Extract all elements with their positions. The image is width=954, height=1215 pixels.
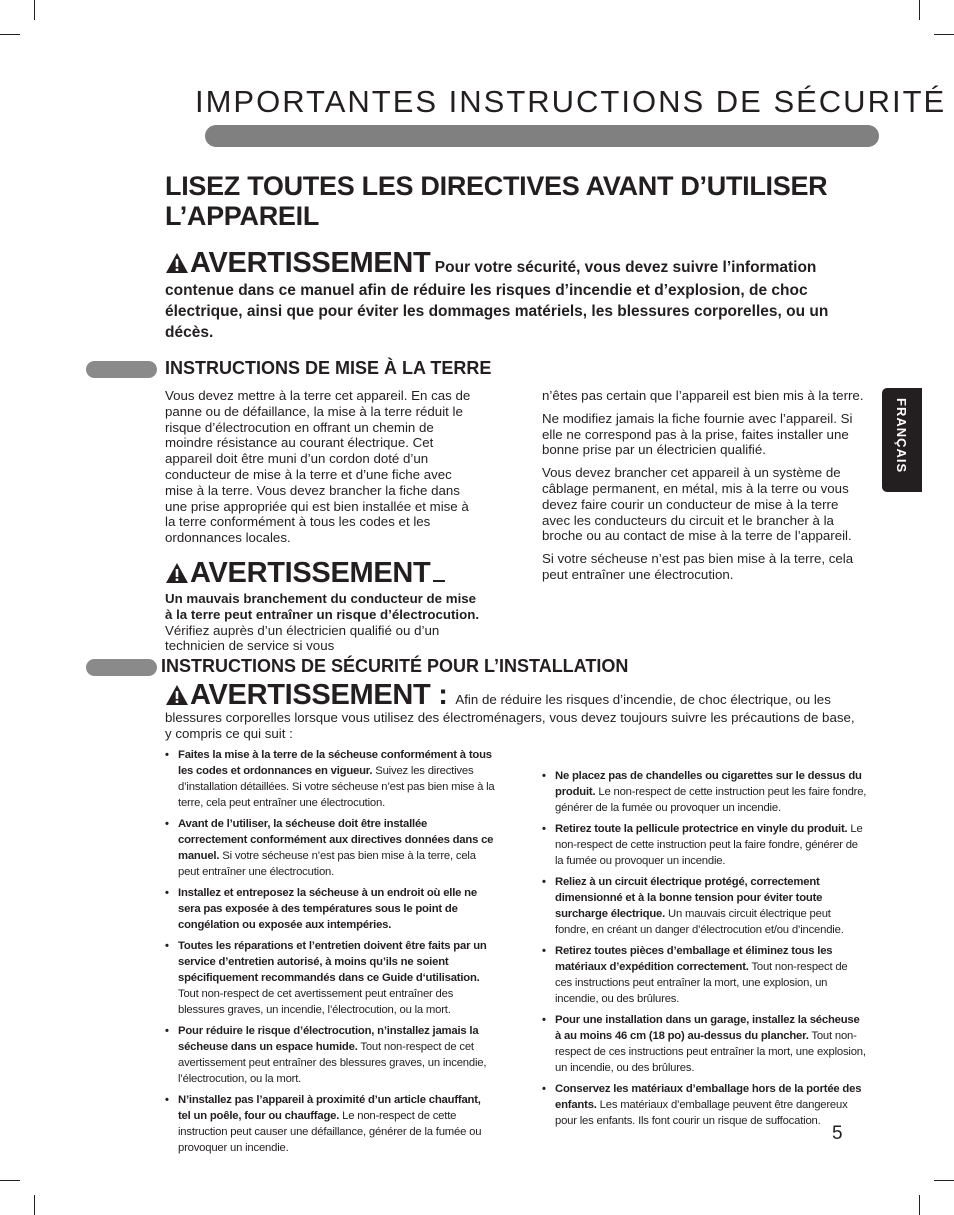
crop-mark <box>934 1180 954 1181</box>
list-item: • Avant de l’utiliser, la sécheuse doit être installée correctement conformément aux directives données dans ce manuel. Si votre sécheuse n’est pas bien mise à la terre, cela peut entraîner une électrocution. <box>165 816 495 880</box>
list-item: • Toutes les réparations et l’entretien doivent être faits par un service d’entretien autorisé, à moins qu’ils ne soient spécifiquement recommandés dans ce Guide d‘utilisation. Tout non-respect de cet avertissement peut entraîner des blessures graves, un incendie, l’électrocution, ou la mort. <box>165 938 495 1018</box>
crop-mark <box>919 1195 920 1215</box>
language-tab[interactable] <box>882 388 922 492</box>
section-marker-pill <box>86 659 157 676</box>
warning-triangle-icon <box>165 562 189 589</box>
grounding-paragraph: Ne modifiez jamais la fiche fournie avec l’appareil. Si elle ne correspond pas à la prise, faites installer une bonne prise par un électricien qualifié. <box>542 410 853 458</box>
crop-mark <box>0 34 20 35</box>
warning-colon: : <box>430 679 456 711</box>
grounding-paragraph: Vous devez brancher cet appareil à un système de câblage permanent, en métal, mis à la terre ou vous devez faire courir un conducteur de mise à la terre avec les conducteurs du circuit et le brancher à la broche ou au contact de mise à la terre de l’appareil. <box>542 465 852 544</box>
crop-mark <box>34 0 35 20</box>
warning-underline <box>433 580 445 582</box>
crop-mark <box>934 34 954 35</box>
grounding-right-column <box>542 388 867 590</box>
warning-label: AVERTISSEMENT <box>190 679 431 711</box>
section-title-grounding: INSTRUCTIONS DE MISE À LA TERRE <box>165 358 492 378</box>
list-item: • Faites la mise à la terre de la sécheuse conformément à tous les codes et ordonnances en vigueur. Suivez les directives d’installation détaillées. Si votre sécheuse n’est pas bien mise à la terre, cela peut entraîner une électrocution. <box>165 747 495 811</box>
read-instructions-heading: LISEZ TOUTES LES DIRECTIVES AVANT D’UTILISER L’APPAREIL <box>165 171 828 231</box>
section-marker-pill <box>86 361 157 378</box>
grounding-paragraph: Vous devez mettre à la terre cet appareil. En cas de panne ou de défaillance, la mise à la terre réduit le risque d’électrocution en offrant un chemin de moindre résistance au courant électrique. Cet appareil doit être muni d’un cordon doté d’un conducteur de mise à la terre et d’une fiche avec mise à la terre. Vous devez brancher la fiche dans une prise appropriée qui est bien installée et mise à la terre conformément à tous les codes et les ordonnances locales. <box>165 388 471 546</box>
warning-label: AVERTISSEMENT <box>190 557 431 589</box>
list-item: • Conservez les matériaux d’emballage hors de la portée des enfants. Les matériaux d’emballage peuvent être dangereux pour les enfants. Ils font courir un risque de suffocation. <box>542 1081 867 1129</box>
language-tab-label: FRANÇAIS <box>894 398 909 474</box>
list-item: • N’installez pas l’appareil à proximité d’un article chauffant, tel un poêle, four ou chauffage. Le non-respect de cette instruction peut causer une défaillance, générer de la fumée ou provoquer un incendie. <box>165 1092 495 1156</box>
list-item: • Retirez toute la pellicule protectrice en vinyle du produit. Le non-respect de cette instruction peut la faire fondre, générer de la fumée ou provoquer un incendie. <box>542 821 867 869</box>
grounding-left-column <box>165 388 477 553</box>
warning-3-text: Afin de réduire les risques d’incendie, de choc électrique, ou les blessures corporelles lorsque vous utilisez des électroménagers, vous devez toujours suivre les précautions de base, y compris ce qui suit : <box>165 692 855 741</box>
page-number: 5 <box>832 1123 843 1144</box>
crop-mark <box>0 1180 20 1181</box>
title-underline-bar <box>205 125 879 147</box>
crop-mark <box>919 0 920 20</box>
warning-triangle-icon <box>165 252 189 280</box>
installation-bullets-right <box>542 768 867 1134</box>
warning-block-3 <box>165 679 855 742</box>
grounding-paragraph: n’êtes pas certain que l’appareil est bien mis à la terre. <box>542 388 864 403</box>
warning-label: AVERTISSEMENT <box>190 247 431 279</box>
crop-mark <box>34 1195 35 1215</box>
warning-block-1 <box>165 247 845 343</box>
list-item: • Installez et entreposez la sécheuse à un endroit où elle ne sera pas exposée à des températures sous le point de congélation ou exposée aux intempéries. <box>165 885 495 933</box>
page-title: IMPORTANTES INSTRUCTIONS DE SÉCURITÉ <box>195 84 947 119</box>
list-item: • Reliez à un circuit électrique protégé, correctement dimensionné et à la bonne tension pour éviter toute surcharge électrique. Un mauvais circuit électrique peut fondre, en créant un danger d’électrocution et/ou d’incendie. <box>542 874 867 938</box>
list-item: • Ne placez pas de chandelles ou cigarettes sur le dessus du produit. Le non-respect de cette instruction peut les faire fondre, générer de la fumée ou provoquer un incendie. <box>542 768 867 816</box>
warning-2-bold: Un mauvais branchement du conducteur de mise à la terre peut entraîner un risque d’électrocution. <box>165 591 480 622</box>
list-item: • Retirez toutes pièces d’emballage et éliminez tous les matériaux d’expédition correctement. Tout non-respect de ces instructions peut entraîner la mort, une explosion, un incendie, ou des brûlures. <box>542 943 867 1007</box>
warning-triangle-icon <box>165 684 189 710</box>
list-item: • Pour réduire le risque d’électrocution, n’installez jamais la sécheuse dans un espace humide. Tout non-respect de cet avertissement peut entraîner des blessures graves, un incendie, l’électrocution, ou la mort. <box>165 1023 495 1087</box>
grounding-paragraph: Si votre sécheuse n’est pas bien mise à la terre, cela peut entraîner une électrocution. <box>542 551 854 582</box>
warning-1-text: Pour votre sécurité, vous devez suivre l’information contenue dans ce manuel afin de réduire les risques d’incendie et d’explosion, de choc électrique, ainsi que pour éviter les dommages matériels, les blessures corporelles, ou un décès. <box>165 259 829 341</box>
list-item: • Pour une installation dans un garage, installez la sécheuse à au moins 46 cm (18 po) au-dessus du plancher. Tout non-respect de ces instructions peut entraîner la mort, une explosion, un incendie, ou des brûlures. <box>542 1012 867 1076</box>
section-title-installation: INSTRUCTIONS DE SÉCURITÉ POUR L’INSTALLATION <box>161 656 629 676</box>
warning-2-text: Vérifiez auprès d’un électricien qualifié ou d’un technicien de service si vous <box>165 622 440 654</box>
warning-block-2 <box>165 557 485 654</box>
installation-bullets-left <box>165 747 495 1161</box>
